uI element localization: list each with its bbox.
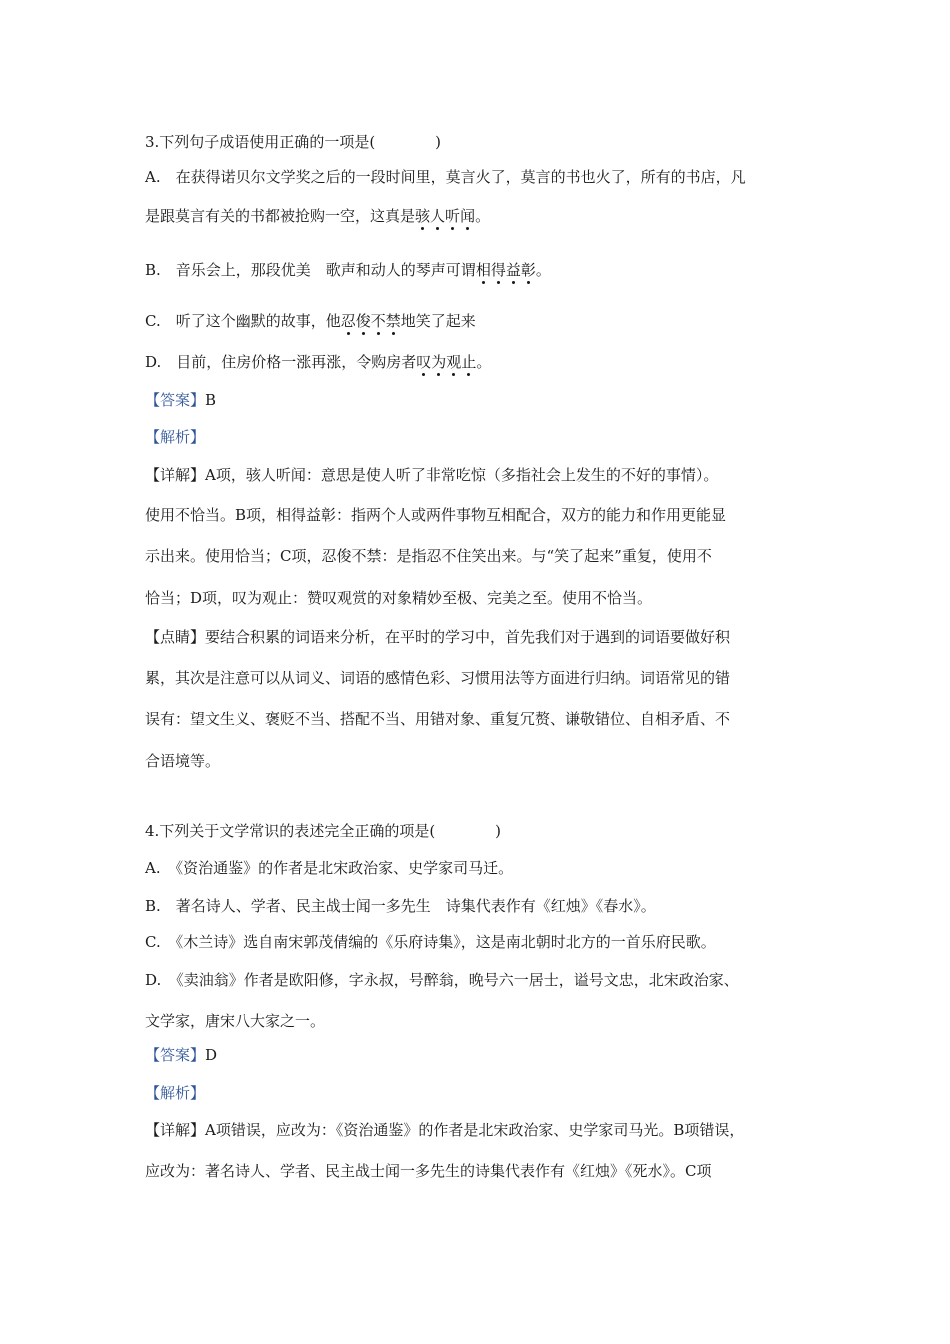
detail-tag: 【详解】 <box>145 1121 206 1139</box>
q3-detail-line2: 使用不恰当。B项，相得益彰：指两个人或两件事物互相配合，双方的能力和作用更能显 <box>145 506 727 524</box>
q4-option-b <box>145 896 815 916</box>
q4-option-d-line2: 文学家，唐宋八大家之一。 <box>145 1012 326 1030</box>
q4-option-c: C. 《木兰诗》选自南宋郭茂倩编的《乐府诗集》，这是南北朝时北方的一首乐府民歌。 <box>145 933 716 951</box>
emphasis-char: 忍 <box>340 312 356 330</box>
emphasis-char: 相 <box>475 261 491 279</box>
q3-c-end: 地笑了起来 <box>400 312 476 330</box>
answer-tag: 【答案】 <box>145 391 206 409</box>
q3-a-end: 。 <box>475 207 491 225</box>
q3-detail-line3: 示出来。使用恰当；C项，忍俊不禁：是指忍不住笑出来。与“笑了起来”重复，使用不 <box>145 547 712 565</box>
emphasis-char: 禁 <box>385 312 401 330</box>
q3-option-d <box>145 352 815 372</box>
q3-option-b <box>145 260 815 280</box>
q3-detail-line1 <box>145 465 815 485</box>
q3-stem: 3.下列句子成语使用正确的一项是( ) <box>145 133 442 151</box>
q4-analysis-heading <box>145 1083 815 1103</box>
q3-detail-line4: 恰当；D项，叹为观止：赞叹观赏的对象精妙至极、完美之至。使用不恰当。 <box>145 589 653 607</box>
detail-text: A项，骇人听闻：意思是使人听了非常吃惊（多指社会上发生的不好的事情）。 <box>205 466 719 484</box>
emphasis-char: 骇 <box>415 207 431 225</box>
emphasis-char: 俊 <box>355 312 371 330</box>
detail-tag: 【详解】 <box>145 466 206 484</box>
analysis-tag: 【解析】 <box>145 428 206 446</box>
q4-detail-line1 <box>145 1120 815 1140</box>
emphasis-char: 得 <box>490 261 506 279</box>
q3-answer <box>145 390 815 410</box>
q3-option-c <box>145 311 815 331</box>
q4-b-text1: B. 著名诗人、学者、民主战士闻一多先生 <box>145 897 431 915</box>
q3-d-end: 。 <box>476 353 492 371</box>
emphasis-char: 人 <box>430 207 446 225</box>
q3-analysis-heading <box>145 427 815 447</box>
emphasis-char: 不 <box>370 312 386 330</box>
emphasis-char: 闻 <box>460 207 476 225</box>
q3-option-a-line2 <box>145 206 815 226</box>
q3-option-a-line1: A. 在获得诺贝尔文学奖之后的一段时间里，莫言火了，莫言的书也火了，所有的书店，凡 <box>145 168 746 186</box>
detail-text: A项错误，应改为：《资治通鉴》的作者是北宋政治家、史学家司马光。B项错误， <box>205 1121 745 1139</box>
q4-option-a: A. 《资治通鉴》的作者是北宋政治家、史学家司马迁。 <box>145 859 514 877</box>
q4-stem: 4.下列关于文学常识的表述完全正确的项是( ) <box>145 822 502 840</box>
answer-value: D <box>205 1046 218 1064</box>
answer-value: B <box>205 391 217 409</box>
emphasis-char: 止 <box>461 353 477 371</box>
q3-point-line1 <box>145 627 815 647</box>
q3-d-text: D. 目前，住房价格一涨再涨，令购房者 <box>145 353 417 371</box>
analysis-tag: 【解析】 <box>145 1084 206 1102</box>
q4-option-d-line1: D. 《卖油翁》作者是欧阳修，字永叔，号醉翁，晚号六一居士，谥号文忠，北宋政治家、 <box>145 971 739 989</box>
q4-answer <box>145 1045 815 1065</box>
q3-point-line4: 合语境等。 <box>145 752 221 770</box>
q3-b-text1: B. 音乐会上，那段优美 <box>145 261 311 279</box>
emphasis-char: 为 <box>431 353 447 371</box>
q3-b-end: 。 <box>535 261 551 279</box>
q3-a-text: 是跟莫言有关的书都被抢购一空，这真是 <box>145 207 416 225</box>
q4-b-text2: 诗集代表作有《红烛》《春水》。 <box>445 897 656 915</box>
emphasis-char: 听 <box>445 207 461 225</box>
q3-c-text: C. 听了这个幽默的故事，他 <box>145 312 341 330</box>
emphasis-char: 观 <box>446 353 462 371</box>
q4-detail-line2: 应改为：著名诗人、学者、民主战士闻一多先生的诗集代表作有《红烛》《死水》。C项 <box>145 1162 712 1180</box>
q3-b-text2: 歌声和动人的琴声可谓 <box>325 261 476 279</box>
q3-point-line2: 累，其次是注意可以从词义、词语的感情色彩、习惯用法等方面进行归纳。词语常见的错 <box>145 669 731 687</box>
emphasis-char: 叹 <box>416 353 432 371</box>
emphasis-char: 彰 <box>520 261 536 279</box>
emphasis-char: 益 <box>505 261 521 279</box>
point-tag: 【点睛】 <box>145 628 206 646</box>
point-text: 要结合积累的词语来分析，在平时的学习中，首先我们对于遇到的词语要做好积 <box>205 628 731 646</box>
q3-point-line3: 误有：望文生义、褒贬不当、搭配不当、用错对象、重复冗赘、谦敬错位、自相矛盾、不 <box>145 710 731 728</box>
answer-tag: 【答案】 <box>145 1046 206 1064</box>
